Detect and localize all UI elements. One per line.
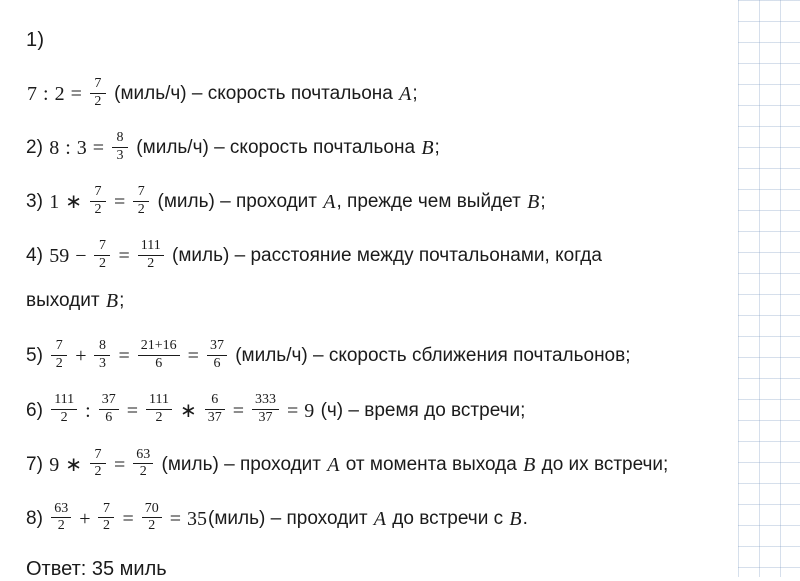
fraction-numerator: 7 <box>98 238 106 254</box>
fraction-numerator: 7 <box>94 446 102 462</box>
text-run: 2) <box>26 137 49 159</box>
text-run: 8) <box>26 507 49 529</box>
fraction-denominator: 2 <box>60 410 68 426</box>
math-variable: B <box>105 290 119 313</box>
math-variable: A <box>399 83 412 106</box>
fraction-numerator: 7 <box>55 338 63 354</box>
fraction-denominator: 2 <box>94 93 102 109</box>
text-run: выходит <box>26 290 105 312</box>
math-number: 2 <box>54 83 65 106</box>
fraction-denominator: 37 <box>258 410 273 426</box>
step-4-cont <box>26 286 772 316</box>
text-run: (миль/ч) – скорость почтальона <box>108 83 399 105</box>
fraction-denominator: 2 <box>148 518 156 534</box>
math-number: 35 <box>187 507 208 530</box>
math-operator: ∗ <box>65 453 82 476</box>
fraction-numerator: 7 <box>137 184 145 200</box>
math-variable: B <box>523 453 536 476</box>
math-operator: = <box>126 399 138 422</box>
math-operator: = <box>187 345 199 368</box>
step-6 <box>26 394 772 426</box>
step-2 <box>26 132 772 164</box>
math-number: 1 <box>49 191 60 214</box>
fraction-denominator: 37 <box>207 410 222 426</box>
math-number: 9 <box>49 453 60 476</box>
fraction <box>142 502 162 534</box>
fraction-numerator: 63 <box>136 446 151 462</box>
math-operator: : <box>65 137 71 160</box>
math-operator: = <box>287 399 299 422</box>
math-operator: ∗ <box>65 191 82 214</box>
fraction-denominator: 6 <box>105 410 113 426</box>
text-run: (ч) – время до встречи; <box>315 399 526 421</box>
text-run: ; <box>540 191 546 213</box>
step-3 <box>26 186 772 218</box>
math-number: 8 <box>49 137 60 160</box>
fraction-numerator: 7 <box>102 500 110 516</box>
fraction <box>51 502 71 534</box>
fraction-numerator: 111 <box>140 238 161 254</box>
fraction <box>94 339 110 371</box>
step-8 <box>26 500 772 535</box>
math-variable: A <box>373 507 387 530</box>
fraction-denominator: 2 <box>55 355 63 371</box>
text-run: 3) <box>26 191 49 213</box>
math-variable: B <box>509 507 522 530</box>
text-run: ; <box>434 137 440 159</box>
text-run: (миль) – расстояние между почтальонами, когда <box>166 245 602 267</box>
fraction <box>146 393 172 425</box>
text-run: до их встречи; <box>536 453 669 475</box>
fraction <box>90 185 106 217</box>
fraction-denominator: 3 <box>116 147 124 163</box>
math-number: 9 <box>304 399 315 422</box>
math-operator: = <box>70 83 82 106</box>
text-run: . <box>522 507 528 529</box>
fraction-numerator: 111 <box>149 392 169 408</box>
fraction-denominator: 3 <box>98 355 106 371</box>
math-operator: = <box>118 245 130 268</box>
math-operator: ∗ <box>179 399 197 422</box>
text-run: 4) <box>26 245 49 267</box>
fraction-denominator: 2 <box>147 255 155 271</box>
fraction-denominator: 2 <box>102 518 110 534</box>
text-run: 7) <box>26 453 49 475</box>
fraction <box>112 131 128 163</box>
step-4 <box>26 240 772 272</box>
fraction <box>90 77 106 109</box>
text-run: (миль/ч) – скорость сближения почтальонов; <box>229 345 631 367</box>
fraction-denominator: 2 <box>94 464 102 480</box>
fraction-denominator: 2 <box>98 255 106 271</box>
fraction-numerator: 7 <box>94 76 102 91</box>
text-run: , прежде чем выйдет <box>336 191 527 213</box>
fraction <box>133 185 149 217</box>
math-operator: = <box>92 137 105 160</box>
text-run: до встречи с <box>387 507 509 529</box>
math-variable: B <box>527 191 540 214</box>
step-7 <box>26 446 772 481</box>
task-number: 1) <box>26 29 45 51</box>
text-run: (миль) – проходит <box>152 191 323 213</box>
math-operator: = <box>118 345 130 368</box>
text-run: от момента выхода <box>340 453 523 475</box>
fraction-numerator: 21+16 <box>140 338 177 354</box>
fraction <box>207 339 227 371</box>
text-run: ; <box>412 83 418 105</box>
math-variable: B <box>421 137 434 160</box>
math-operator: = <box>122 507 134 530</box>
math-operator: + <box>79 507 91 530</box>
math-operator: : <box>85 399 91 422</box>
math-operator: = <box>232 399 245 422</box>
fraction <box>51 339 67 371</box>
fraction <box>99 393 119 425</box>
solution-steps <box>22 78 772 535</box>
fraction-numerator: 6 <box>211 392 219 408</box>
fraction <box>94 239 110 271</box>
step-5 <box>26 340 772 372</box>
fraction-numerator: 70 <box>144 500 159 516</box>
fraction <box>138 339 180 371</box>
fraction <box>98 502 114 534</box>
answer-line: Ответ: 35 миль <box>26 557 167 580</box>
text-run: (миль) – проходит <box>208 507 373 529</box>
text-run: 5) <box>26 345 49 367</box>
fraction-numerator: 63 <box>54 500 69 516</box>
fraction-numerator: 37 <box>101 392 116 408</box>
text-run: (миль/ч) – скорость почтальона <box>131 137 421 159</box>
math-operator: = <box>113 453 126 476</box>
fraction-numerator: 7 <box>94 184 102 200</box>
step-1 <box>26 78 772 110</box>
fraction-numerator: 37 <box>209 338 224 354</box>
math-operator: : <box>43 83 49 106</box>
text-run: ; <box>119 290 125 312</box>
text-run: 6) <box>26 399 49 421</box>
math-number: 7 <box>27 83 37 106</box>
fraction-denominator: 2 <box>57 518 65 534</box>
math-number: 59 <box>49 245 70 268</box>
math-operator: − <box>75 245 87 268</box>
math-operator: + <box>75 345 87 368</box>
fraction-denominator: 6 <box>155 355 163 371</box>
text-run: (миль) – проходит <box>156 453 327 475</box>
fraction-denominator: 2 <box>155 410 163 426</box>
fraction <box>205 393 225 425</box>
fraction <box>133 448 153 480</box>
math-operator: = <box>169 507 182 530</box>
fraction-numerator: 111 <box>54 392 75 408</box>
fraction <box>138 239 164 271</box>
fraction-numerator: 8 <box>98 338 106 354</box>
math-variable: A <box>323 191 336 214</box>
fraction-denominator: 2 <box>139 464 147 480</box>
fraction-numerator: 333 <box>255 392 277 408</box>
fraction-numerator: 8 <box>116 130 124 146</box>
fraction <box>90 448 106 480</box>
fraction <box>51 393 77 425</box>
fraction <box>252 393 279 425</box>
math-number: 3 <box>76 137 87 160</box>
math-operator: = <box>113 191 126 214</box>
fraction-denominator: 2 <box>94 201 102 217</box>
fraction-denominator: 6 <box>213 355 221 371</box>
math-variable: A <box>327 453 340 476</box>
fraction-denominator: 2 <box>137 201 145 217</box>
